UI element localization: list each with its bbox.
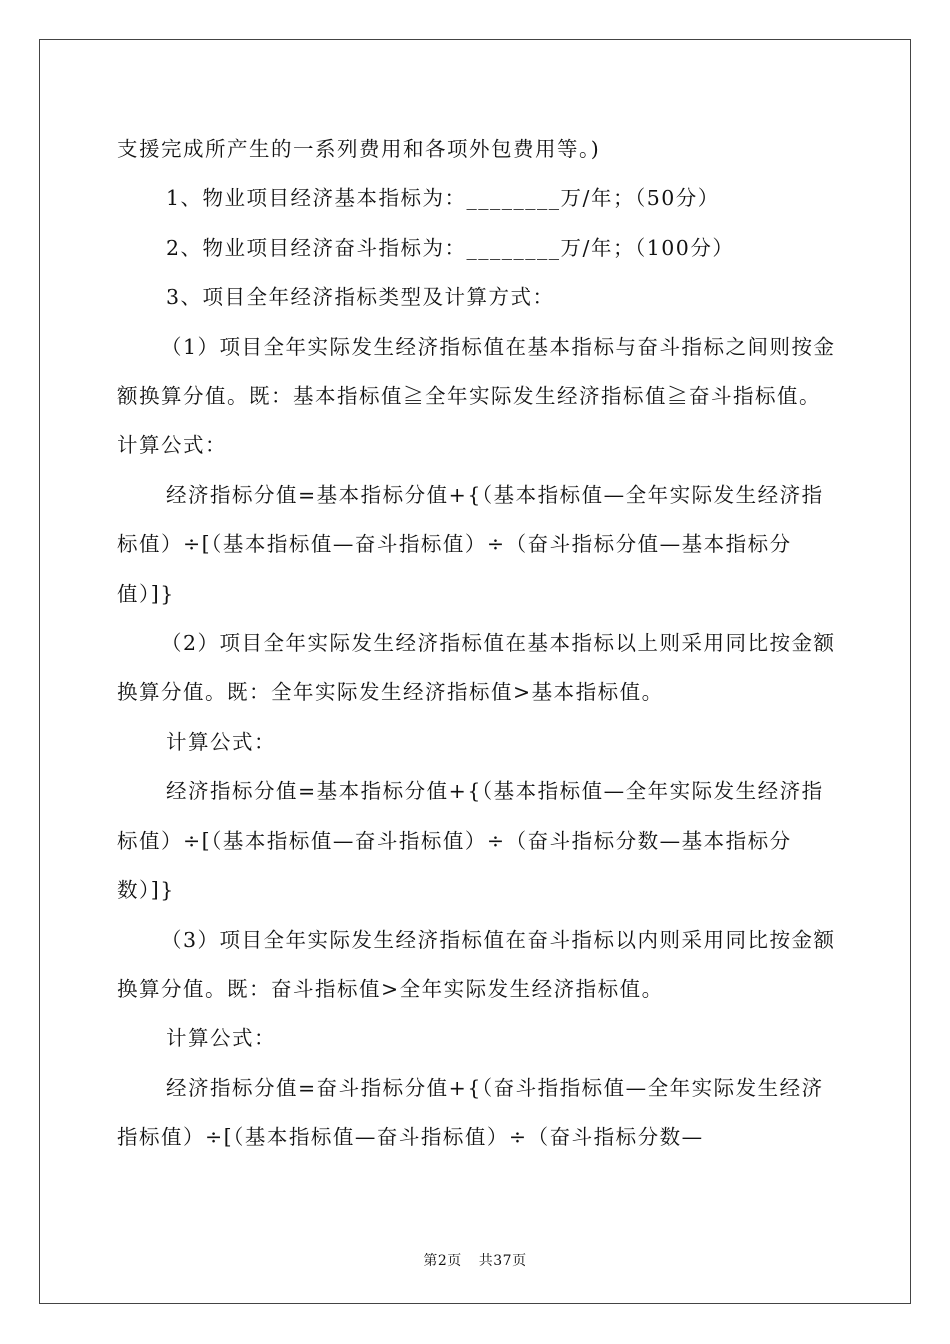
- page-total: 共37页: [478, 1253, 527, 1269]
- paragraph: 3、项目全年经济指标类型及计算方式：: [166, 285, 555, 310]
- page-footer: [0, 1250, 950, 1270]
- document-body: [117, 125, 837, 1163]
- paragraph: 1、物业项目经济基本指标为：________万/年；（50分）: [166, 186, 720, 211]
- paragraph: （2）项目全年实际发生经济指标值在基本指标以上则采用同比按金额换算分值。既：全年实际发生经济指标值>基本指标值。: [117, 631, 836, 705]
- paragraph: 2、物业项目经济奋斗指标为：________万/年；（100分）: [166, 235, 735, 260]
- paragraph: 计算公式：: [166, 729, 276, 754]
- paragraph: 计算公式：: [166, 1026, 276, 1051]
- paragraph: （3）项目全年实际发生经济指标值在奋斗指标以内则采用同比按金额换算分值。既：奋斗指标值>全年实际发生经济指标值。: [117, 927, 836, 1001]
- paragraph: 支援完成所产生的一系列费用和各项外包费用等。): [117, 137, 601, 161]
- formula-paragraph: 经济指标分值=奋斗指标分值+{（奋斗指指标值—全年实际发生经济指标值）÷[（基本指标值—奋斗指标值）÷（奋斗指标分数—: [117, 1075, 824, 1150]
- paragraph: （1）项目全年实际发生经济指标值在基本指标与奋斗指标之间则按金额换算分值。既：基本指标值≧全年实际发生经济指标值≧奋斗指标值。计算公式：: [117, 334, 836, 458]
- formula-paragraph: 经济指标分值=基本指标分值+{（基本指标值—全年实际发生经济指标值）÷[（基本指标值—奋斗指标值）÷（奋斗指标分值—基本指标分值）]}: [117, 482, 824, 606]
- page-number: 第2页: [423, 1253, 462, 1269]
- formula-paragraph: 经济指标分值=基本指标分值+{（基本指标值—全年实际发生经济指标值）÷[（基本指标值—奋斗指标值）÷（奋斗指标分数—基本指标分数）]}: [117, 779, 824, 903]
